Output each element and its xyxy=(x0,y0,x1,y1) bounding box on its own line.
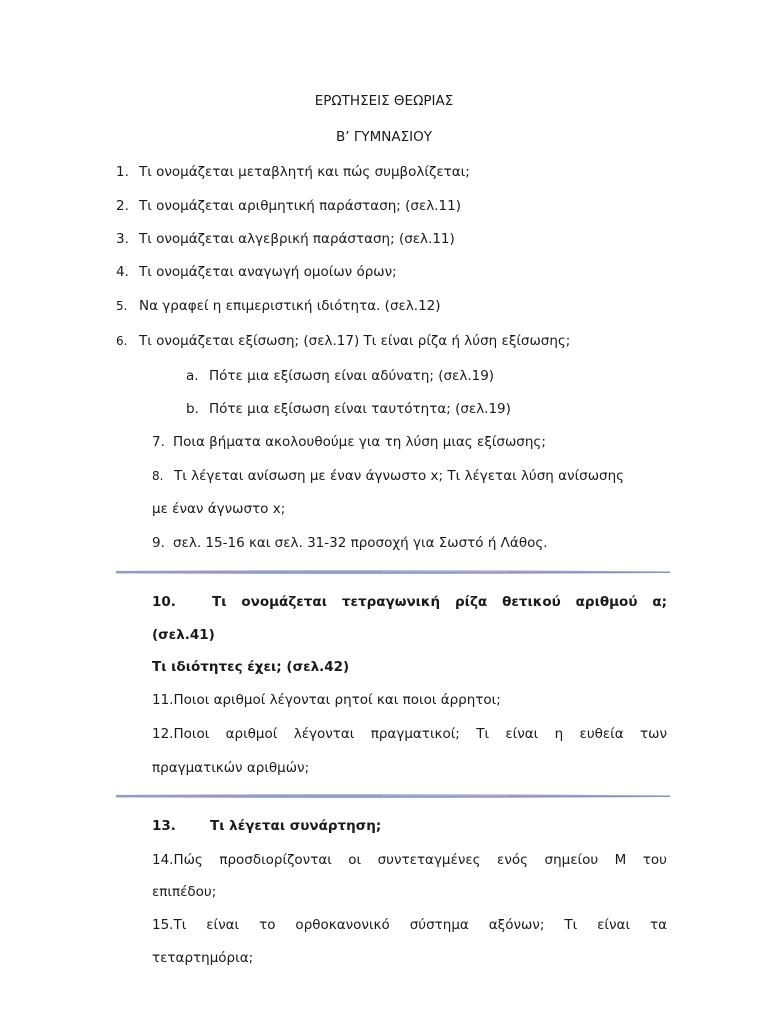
list-item: 15.Τι είναι το ορθοκανονικό σύστημα αξόνων; Τι είναι τα xyxy=(152,917,667,933)
item-text-continued: επιπέδου; xyxy=(152,884,217,900)
section-divider xyxy=(116,792,670,800)
list-item xyxy=(116,231,455,247)
item-text: Τι ονομάζεται εξίσωση; (σελ.17) Τι είναι ρίζα ή λύση εξίσωσης; xyxy=(139,333,571,349)
item-number: 4. xyxy=(116,264,129,280)
subitem-text: Πότε μια εξίσωση είναι ταυτότητα; (σελ.19) xyxy=(209,401,511,417)
item-text: Τι ονομάζεται αναγωγή ομοίων όρων; xyxy=(139,264,397,280)
item-text: σελ. 15-16 και σελ. 31-32 προσοχή για Σωστό ή Λάθος. xyxy=(173,535,548,551)
subitem-letter: a. xyxy=(186,368,199,384)
list-item xyxy=(116,264,397,280)
list-item: 12.Ποιοι αριθμοί λέγονται πραγματικοί; Τι είναι η ευθεία των xyxy=(152,726,667,742)
item-number: 9. xyxy=(152,535,165,551)
list-item: 14.Πώς προσδιορίζονται οι συντεταγμένες ενός σημείου Μ του xyxy=(152,852,667,868)
item-text: Τι λέγεται ανίσωση με έναν άγνωστο x; Τι λέγεται λύση ανίσωσης xyxy=(174,468,625,484)
item-text-continued: τεταρτημόρια; xyxy=(152,950,254,966)
item-text: Τι ονομάζεται αλγεβρική παράσταση; (σελ.11) xyxy=(139,231,455,247)
item-number: 8. xyxy=(152,469,164,483)
item-text: Τι λέγεται συνάρτηση; xyxy=(210,818,382,834)
item-text-continued: με έναν άγνωστο x; xyxy=(152,501,286,517)
subitem-text: Πότε μια εξίσωση είναι αδύνατη; (σελ.19) xyxy=(209,368,495,384)
item-text: Τι ονομάζεται αριθμητική παράσταση; (σελ.11) xyxy=(139,198,461,214)
item-number: 2. xyxy=(116,198,129,214)
list-item-bold xyxy=(152,818,381,834)
item-number: 3. xyxy=(116,231,129,247)
subitem-letter: b. xyxy=(186,401,199,417)
item-number: 5. xyxy=(116,299,128,313)
item-text-continued: πραγματικών αριθμών; xyxy=(152,760,310,776)
item-number: 1. xyxy=(116,164,129,180)
item-number: 10. xyxy=(152,594,176,610)
list-item xyxy=(152,468,624,484)
document-subtitle: Β’ ΓΥΜΝΑΣΙΟΥ xyxy=(336,129,432,145)
list-item xyxy=(152,535,548,551)
item-number: 13. xyxy=(152,818,176,834)
list-item xyxy=(116,298,441,314)
item-text: Τι ονομάζεται μεταβλητή και πώς συμβολίζεται; xyxy=(139,164,470,180)
item-text-continued: (σελ.41) xyxy=(152,627,215,643)
item-text: Τι ονομάζεται τετραγωνική ρίζα θετικού αριθμού α; xyxy=(212,594,667,610)
list-subitem xyxy=(186,401,511,417)
item-text: Ποια βήματα ακολουθούμε για τη λύση μιας εξίσωσης; xyxy=(173,434,546,450)
list-item xyxy=(152,434,546,450)
list-item xyxy=(116,198,461,214)
list-item: 11.Ποιοι αριθμοί λέγονται ρητοί και ποιοι άρρητοι; xyxy=(152,692,501,708)
list-item-bold xyxy=(152,594,667,610)
document-title: ΕΡΩΤΗΣΕΙΣ ΘΕΩΡΙΑΣ xyxy=(314,93,454,109)
item-text: Να γραφεί η επιμεριστική ιδιότητα. (σελ.12) xyxy=(139,298,441,314)
list-item xyxy=(116,333,570,349)
item-number: 6. xyxy=(116,334,128,348)
section-divider xyxy=(116,568,670,576)
item-text-continued: Τι ιδιότητες έχει; (σελ.42) xyxy=(152,659,350,675)
list-subitem xyxy=(186,368,494,384)
item-number: 7. xyxy=(152,434,165,450)
list-item xyxy=(116,164,470,180)
